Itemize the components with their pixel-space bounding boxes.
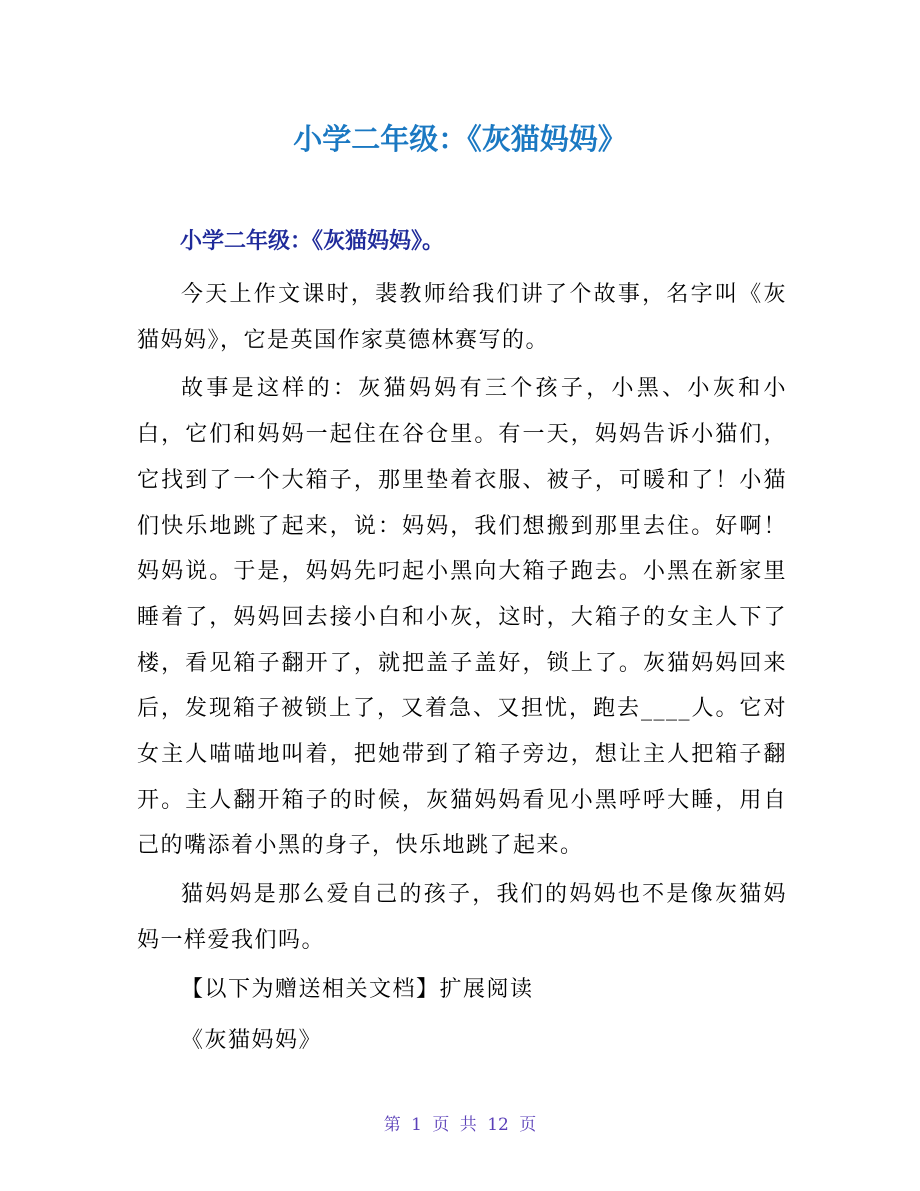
paragraph-intro: 今天上作文课时，裴教师给我们讲了个故事，名字叫《灰猫妈妈》，它是英国作家莫德林赛写的。 xyxy=(137,282,787,353)
extended-reading-title: 《灰猫妈妈》 xyxy=(181,1028,323,1054)
paragraph-conclusion: 猫妈妈是那么爱自己的孩子，我们的妈妈也不是像灰猫妈妈一样爱我们吗。 xyxy=(137,882,787,953)
document-subtitle: 小学二年级：《灰猫妈妈》。 xyxy=(180,229,445,254)
document-title: 小学二年级：《灰猫妈妈》 xyxy=(293,122,627,156)
extended-reading-label: 【以下为赠送相关文档】扩展阅读 xyxy=(181,976,534,1002)
document-body xyxy=(137,272,787,1070)
paragraph-story: 故事是这样的：灰猫妈妈有三个孩子，小黑、小灰和小白，它们和妈妈一起住在谷仓里。有一天，妈妈告诉小猫们，它找到了一个大箱子，那里垫着衣服、被子，可暖和了！小猫们快乐地跳了起来，说：妈妈，我们想搬到那里去住。好啊！妈妈说。于是，妈妈先叼起小黑向大箱子跑去。小黑在新家里睡着了，妈妈回去接小白和小灰，这时，大箱子的女主人下了楼，看见箱子翻开了，就把盖子盖好，锁上了。灰猫妈妈回来后，发现箱子被锁上了，又着急、又担忧，跑去____人。它对女主人喵喵地叫着，把她带到了箱子旁边，想让主人把箱子翻开。主人翻开箱子的时候，灰猫妈妈看见小黑呼呼大睡，用自己的嘴添着小黑的身子，快乐地跳了起来。 xyxy=(137,376,787,859)
page-number-footer: 第 1 页 共 12 页 xyxy=(383,1115,537,1135)
